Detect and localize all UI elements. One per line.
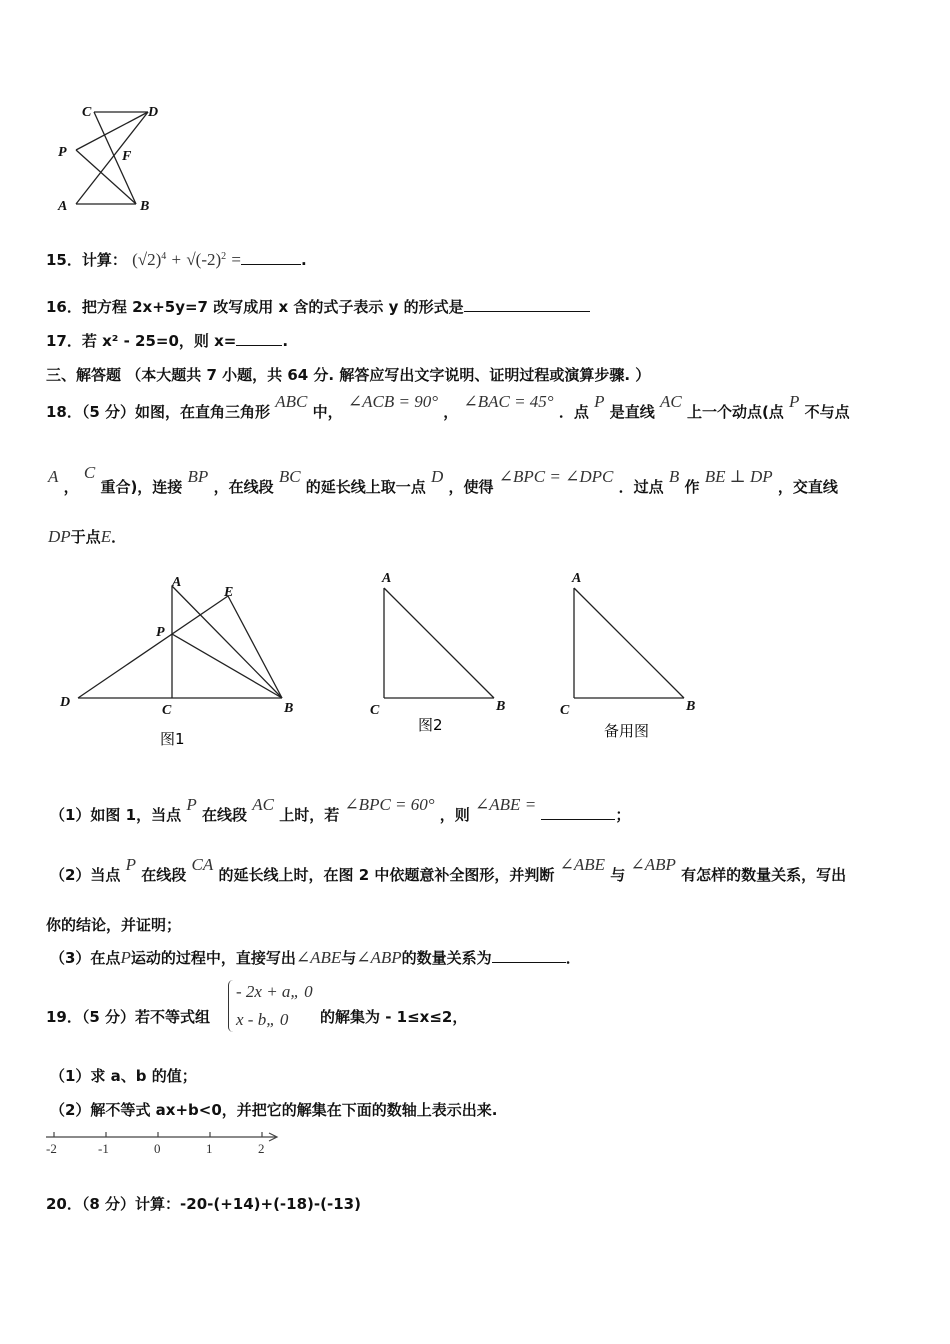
fig2-label-a: A [382, 571, 392, 586]
q18-text: ，使得 [448, 478, 494, 496]
q18-text: ， [63, 478, 79, 496]
fig14-label-p: P [58, 145, 67, 160]
q18-p1-text: 在线段 [201, 806, 247, 824]
fig3-caption: 备用图 [604, 722, 650, 740]
q18-part-2-cont: 你的结论，并证明； [46, 916, 182, 934]
q15-label: 计算： [81, 251, 127, 269]
fig1-label-e: E [224, 585, 234, 600]
q18-p2-math-abp: ∠ABP [630, 855, 676, 874]
q17-period: . [282, 332, 289, 350]
q18-p3-math-p: P [120, 948, 131, 967]
question-20: 20．（8 分）计算：-20-(+14)+(-18)-(-13) [46, 1195, 361, 1213]
q18-part-3 [50, 947, 581, 968]
q18-text: ．点 [558, 403, 589, 421]
q19-part-1: （1）求 a、b 的值； [50, 1067, 197, 1085]
fig2-label-b: B [496, 699, 506, 714]
question-16 [46, 296, 590, 317]
q18-p3-text: （3）在点 [50, 949, 121, 967]
fig14-label-a: A [58, 199, 68, 214]
number-line[interactable] [40, 1126, 290, 1158]
fig14-label-b: B [140, 199, 150, 214]
q18-p2-math-abe: ∠ABE [559, 855, 606, 874]
q18-math-ac: AC [659, 392, 682, 411]
q18-math-c: C [83, 463, 96, 482]
q18-math-dp: DP [48, 527, 71, 546]
q15-equals: = [231, 250, 241, 269]
figure-backup [554, 568, 714, 744]
q15-expr-a: (√2) [132, 250, 162, 269]
q18-p1-text: （1）如图 1，当点 [50, 806, 182, 824]
fig14-label-d: D [148, 105, 159, 120]
tick-label-neg1: -1 [98, 1141, 109, 1156]
question-15 [46, 249, 307, 270]
q18-p3-text: 运动的过程中，直接写出 [130, 949, 296, 967]
q18-intro: 18．（5 分）如图，在直角三角形 [46, 403, 271, 421]
q18-math-d: D [431, 467, 444, 486]
q18-text: ．过点 [618, 478, 664, 496]
q15-exp-b: 2 [221, 251, 227, 262]
q18-math-angle-bac: ∠BAC = 45° [463, 392, 554, 411]
q18-p2-text: 的延长线上时，在图 2 中依题意补全图形，并判断 [218, 866, 555, 884]
q18-line-2 [48, 463, 838, 497]
q15-exp-a: 4 [161, 251, 167, 262]
q18-math-angle-acb: ∠ACB = 90° [347, 392, 438, 411]
fig1-caption: 图1 [160, 730, 185, 748]
tick-label-neg2: -2 [46, 1141, 57, 1156]
q18-p1-math-abe: ∠ABE = [475, 795, 537, 814]
fig1-label-c: C [162, 703, 172, 718]
q18-text: ，在线段 [213, 478, 274, 496]
q18-text: ． [111, 528, 127, 546]
figure-q14 [52, 98, 172, 216]
q17-text: 17．若 x² - 25=0，则 x= [46, 332, 237, 350]
figure-1 [52, 572, 312, 752]
q19-system-eq1: - 2x + a„ 0 [236, 982, 313, 1001]
fig1-label-b: B [284, 701, 294, 716]
q17-answer-blank[interactable] [236, 331, 282, 346]
q18-p3-math-abe: ∠ABE [295, 948, 342, 967]
q18-line-3 [48, 526, 126, 547]
q18-p1-math-p: P [186, 795, 197, 814]
q18-text: 上一个动点(点 [686, 403, 784, 421]
q19-system-eq2: x - b„ 0 [236, 1010, 289, 1029]
q18-p2-text: 与 [610, 866, 626, 884]
fig1-label-p: P [156, 625, 165, 640]
q18-math-a: A [48, 467, 59, 486]
q18-text: 作 [684, 478, 700, 496]
q18-p3-math-abp: ∠ABP [356, 948, 402, 967]
q18-p3-text: 的数量关系为 [401, 949, 492, 967]
section-3-heading: 三、解答题 （本大题共 7 小题，共 64 分. 解答应写出文字说明、证明过程或演算步骤. ） [46, 366, 651, 384]
q19-part-2: （2）解不等式 ax+b<0，并把它的解集在下面的数轴上表示出来. [50, 1101, 498, 1119]
fig2-caption: 图2 [418, 716, 443, 734]
q18-math-bc: BC [278, 467, 301, 486]
figure-2 [362, 568, 522, 744]
fig14-label-f: F [122, 149, 132, 164]
q18-p1-text: ，则 [439, 806, 470, 824]
q16-answer-blank[interactable] [464, 297, 590, 312]
q18-p2-math-ca: CA [191, 855, 214, 874]
q18-p2-text: （2）当点 [50, 866, 121, 884]
q18-math-bp: BP [187, 467, 209, 486]
q18-math-p: P [594, 392, 605, 411]
q18-p1-math-angle: ∠BPC = 60° [344, 795, 435, 814]
q18-math-angle-eq: ∠BPC = ∠DPC [498, 467, 614, 486]
q18-p2-text: 在线段 [141, 866, 187, 884]
q19-system-brace [228, 980, 233, 1032]
tick-label-1: 1 [206, 1141, 213, 1156]
q15-number: 15． [46, 251, 82, 269]
q18-text: ，交直线 [777, 478, 838, 496]
fig14-label-c: C [82, 105, 92, 120]
q18-p3-text: ． [565, 949, 581, 967]
q19-intro: 19．（5 分）若不等式组 [46, 1008, 211, 1026]
q18-text: ， [443, 403, 459, 421]
fig3-label-b: B [686, 699, 696, 714]
q18-math-abc: ABC [275, 392, 308, 411]
q18-text: 不与点 [804, 403, 850, 421]
q18-math-p2: P [789, 392, 800, 411]
tick-label-2: 2 [258, 1141, 265, 1156]
q18-part-2 [50, 855, 847, 885]
q18-p3-text: 与 [341, 949, 357, 967]
q18-text: 中， [312, 403, 343, 421]
q18-p2-math-p: P [125, 855, 137, 874]
fig2-label-c: C [370, 703, 380, 718]
q18-p1-answer-blank[interactable] [541, 805, 615, 820]
q16-text: 16．把方程 2x+5y=7 改写成用 x 含的式子表示 y 的形式是 [46, 298, 464, 316]
q18-p3-answer-blank[interactable] [492, 948, 566, 963]
q15-answer-blank[interactable] [241, 250, 301, 265]
q15-period: . [301, 251, 307, 269]
q18-part-1 [50, 795, 631, 825]
question-17 [46, 330, 288, 351]
q15-expr-b: √(-2) [186, 250, 222, 269]
q18-text: 的延长线上取一点 [305, 478, 426, 496]
tick-label-0: 0 [154, 1141, 161, 1156]
q18-text: 于点 [70, 528, 101, 546]
q15-plus: + [171, 250, 182, 269]
q18-math-b: B [668, 467, 680, 486]
q18-math-e: E [100, 527, 112, 546]
q19-solution-set: 的解集为 - 1≤x≤2， [320, 1008, 468, 1026]
q18-p1-math-ac: AC [252, 795, 274, 814]
q18-text: 重合)，连接 [100, 478, 183, 496]
q18-text: 是直线 [609, 403, 655, 421]
q18-p1-text: 上时，若 [279, 806, 340, 824]
fig3-label-a: A [572, 571, 582, 586]
fig1-label-d: D [60, 695, 71, 710]
q18-math-perp: BE ⊥ DP [704, 467, 773, 486]
fig1-label-a: A [172, 575, 182, 590]
fig3-label-c: C [560, 703, 570, 718]
q18-line-1 [46, 392, 850, 422]
q18-p1-text: ； [615, 806, 631, 824]
q18-p2-text: 有怎样的数量关系，写出 [681, 866, 847, 884]
